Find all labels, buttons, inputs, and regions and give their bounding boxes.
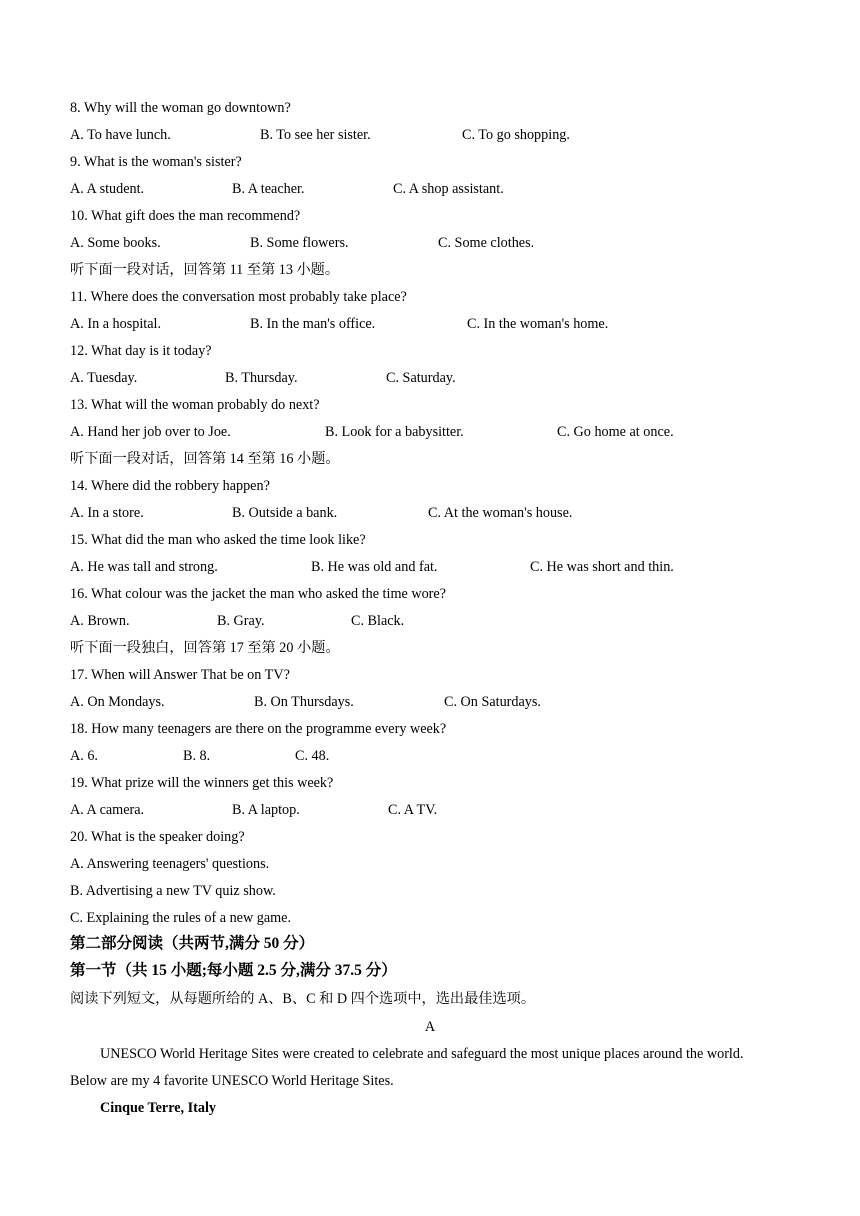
question-10: 10. What gift does the man recommend?	[70, 208, 301, 224]
question-9: 9. What is the woman's sister?	[70, 154, 242, 170]
section-1-instruction: 阅读下列短文，从每题所给的 A、B、C 和 D 四个选项中，选出最佳选项。	[70, 991, 536, 1007]
option-18c: C. 48.	[295, 748, 330, 764]
option-16a: A. Brown.	[70, 613, 130, 629]
option-17c: C. On Saturdays.	[444, 694, 541, 710]
option-13c: C. Go home at once.	[557, 424, 674, 440]
option-8a: A. To have lunch.	[70, 127, 171, 143]
passage-paragraph-1-line-2: Below are my 4 favorite UNESCO World Heritage Sites.	[70, 1073, 394, 1089]
option-9b: B. A teacher.	[232, 181, 305, 197]
option-18a: A. 6.	[70, 748, 98, 764]
option-19a: A. A camera.	[70, 802, 145, 818]
question-18: 18. How many teenagers are there on the programme every week?	[70, 721, 447, 737]
option-17a: A. On Mondays.	[70, 694, 165, 710]
section-1-heading: 第一节（共 15 小题;每小题 2.5 分,满分 37.5 分）	[70, 962, 397, 979]
option-20b: B. Advertising a new TV quiz show.	[70, 883, 276, 899]
option-10c: C. Some clothes.	[438, 235, 535, 251]
question-14: 14. Where did the robbery happen?	[70, 478, 270, 494]
question-17: 17. When will Answer That be on TV?	[70, 667, 290, 683]
question-19: 19. What prize will the winners get this week?	[70, 775, 334, 791]
option-11b: B. In the man's office.	[250, 316, 376, 332]
question-11: 11. Where does the conversation most probably take place?	[70, 289, 407, 305]
option-19c: C. A TV.	[388, 802, 438, 818]
instruction-11-13: 听下面一段对话，回答第 11 至第 13 小题。	[70, 262, 340, 278]
option-19b: B. A laptop.	[232, 802, 300, 818]
option-9c: C. A shop assistant.	[393, 181, 504, 197]
part-2-heading: 第二部分阅读（共两节,满分 50 分）	[70, 935, 315, 952]
option-16c: C. Black.	[351, 613, 405, 629]
option-13b: B. Look for a babysitter.	[325, 424, 464, 440]
option-20a: A. Answering teenagers' questions.	[70, 856, 270, 872]
option-11c: C. In the woman's home.	[467, 316, 609, 332]
option-13a: A. Hand her job over to Joe.	[70, 424, 231, 440]
question-8: 8. Why will the woman go downtown?	[70, 100, 291, 116]
passage-paragraph-1-line-1: UNESCO World Heritage Sites were created to celebrate and safeguard the most unique places around the world.	[100, 1046, 744, 1062]
option-10a: A. Some books.	[70, 235, 161, 251]
option-10b: B. Some flowers.	[250, 235, 349, 251]
option-18b: B. 8.	[183, 748, 211, 764]
option-15b: B. He was old and fat.	[311, 559, 438, 575]
option-12c: C. Saturday.	[386, 370, 456, 386]
question-15: 15. What did the man who asked the time look like?	[70, 532, 366, 548]
option-12b: B. Thursday.	[225, 370, 298, 386]
instruction-14-16: 听下面一段对话，回答第 14 至第 16 小题。	[70, 451, 340, 467]
passage-letter: A	[424, 1019, 436, 1035]
option-11a: A. In a hospital.	[70, 316, 162, 332]
option-15c: C. He was short and thin.	[530, 559, 674, 575]
option-14c: C. At the woman's house.	[428, 505, 573, 521]
option-12a: A. Tuesday.	[70, 370, 138, 386]
question-12: 12. What day is it today?	[70, 343, 212, 359]
passage-subheading: Cinque Terre, Italy	[100, 1100, 217, 1116]
instruction-17-20: 听下面一段独白，回答第 17 至第 20 小题。	[70, 640, 340, 656]
option-17b: B. On Thursdays.	[254, 694, 354, 710]
option-8b: B. To see her sister.	[260, 127, 371, 143]
option-14b: B. Outside a bank.	[232, 505, 338, 521]
option-20c: C. Explaining the rules of a new game.	[70, 910, 292, 926]
option-9a: A. A student.	[70, 181, 145, 197]
question-20: 20. What is the speaker doing?	[70, 829, 245, 845]
option-14a: A. In a store.	[70, 505, 144, 521]
option-15a: A. He was tall and strong.	[70, 559, 218, 575]
question-13: 13. What will the woman probably do next?	[70, 397, 320, 413]
option-8c: C. To go shopping.	[462, 127, 570, 143]
question-16: 16. What colour was the jacket the man who asked the time wore?	[70, 586, 446, 602]
option-16b: B. Gray.	[217, 613, 265, 629]
